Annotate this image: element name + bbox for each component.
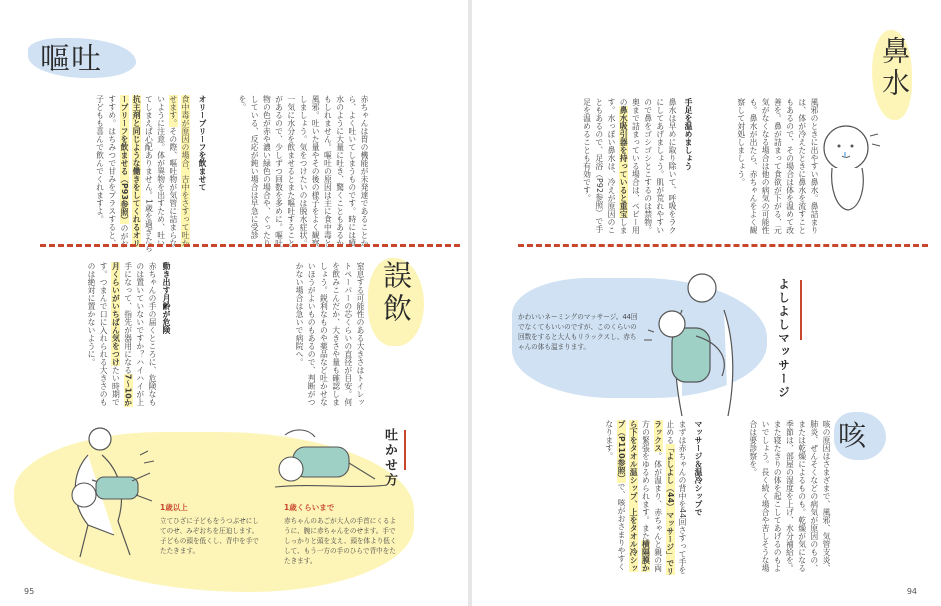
olive-highlight-1: 食中毒が原因の場合、吉中をさすって吐かせます。 xyxy=(168,95,190,247)
page-number-right: 94 xyxy=(906,587,917,596)
warm-body-post: します。水っぽい鼻水は、冷えが原因のこともあるので、足浴（P92参照）で手足を温めることも有効です。 xyxy=(582,98,629,234)
section-divider xyxy=(40,244,460,247)
warm-body-pre: 鼻水は早めに取り除いて、呼吸をラクにしてあげましょう。肌が荒れやすいので鼻をゴシゴシとこするのは禁物。奥まで詰まっている場合は、ベビー用の xyxy=(619,98,677,234)
olive-highlight-2: 抗主剤と同じような働きをしてくれるオリーブリーフを飲ませる（P93参照） xyxy=(119,95,142,247)
massage-heading: マッサージ＆温冷シップで xyxy=(694,420,703,516)
move-highlight: 7～10か月くらいがいちばん気をつけ xyxy=(111,262,133,407)
vomit-method-label: 吐かせ方 xyxy=(382,428,397,488)
move-heading: 動き出す月齢が危険 xyxy=(162,262,171,334)
massage-body xyxy=(532,420,688,578)
section-divider-right xyxy=(518,244,928,247)
caption2-text: 赤ちゃんのあごが大人の手首にくるように、腕に赤ちゃんをのせます。手でしっかりと頭を支え、頭を体より低くして、もう一方の手のひらで背中をたたきます。 xyxy=(284,517,397,565)
olive-body-mid: その際、嘔吐物が気管に詰まらないように注意。体が異物を出すため、吐いてしまえば心配ありません。1歳を過ぎたら xyxy=(144,95,178,253)
vomit-method-underline xyxy=(404,430,406,470)
illustration-knee xyxy=(40,425,180,565)
caption2-title: 1歳くらいまで xyxy=(284,503,335,512)
illustration-arm xyxy=(265,425,395,505)
page-title-misswallow: 誤飲 xyxy=(379,260,413,326)
cough-body: 咳の原因はさまざまで、風邪、気管支炎、肺炎、ぜんそくなどの病気が原因のもの、または乾燥によるものも。乾燥が気になる季節は、部屋の湿度を上げ、水分補給を。また寝たきりの体を起こしてあげるのもよいでしょう。長く続く場合や苦しそうな場合は要診察を。 xyxy=(748,420,831,572)
move-body-pre: 赤ちゃんの手の届くところに、危険なものは置いていないですか？ハイハイが上手になって、指先が器用になる xyxy=(123,262,157,406)
massage-body-post: で、咳がおさまりやすくなります。 xyxy=(604,420,626,571)
olive-body xyxy=(28,95,191,253)
page-number-left: 95 xyxy=(24,587,35,596)
vomit-body-text: 赤ちゃんは胃の機能が未発達であることから、よく吐いてしまうものです。時には噴水のように大量に吐き、驚くこともあるかもしれません。嘔吐の原因は主に食中毒と風邪。吐いた量やその後の様子をよく観察しましょう。気をつけたいのは脱水症状。一気に水分を飲ませるとまた嘔吐することがあるので、少しずつ回数を多めに。嘔吐物の色が赤や濃い緑色の場合や、ぐったりしている、反応が鈍い場合は早急に受診を。 xyxy=(237,95,369,247)
page-title-vomit: 嘔吐 xyxy=(40,42,102,77)
massage-highlight-2: 横隔膜から下をタオル温シップ、上をタオル冷シップ（P110参照） xyxy=(616,420,651,572)
massage-body-mid: 。体が温まり、赤ちゃんと親の両方の緊張をゆるめられます。また xyxy=(641,420,663,572)
olive-body-post: のがおすすめ。はちみつで甘みをプラスすると、子どもも喜んで飲んでくれますよ。 xyxy=(95,95,129,249)
caption1-text: 立てひざに子どもをうつぶせにしてのせ、みぞおちを圧迫します。子どもの頭を低くし、背中を手でたたきます。 xyxy=(160,517,259,555)
yoshiyoshi-caption: かわいいネーミングのマッサージ。44回でなくてもいいのですが、このくらいの回数をすると大人もリラックスし、赤ちゃんの体も温まります。 xyxy=(518,313,638,351)
warm-body xyxy=(520,98,678,238)
baby-face-illustration xyxy=(812,118,892,218)
move-body xyxy=(40,262,158,407)
massage-body-pre: まずは赤ちゃんの背中を44回さすって手を止める xyxy=(665,420,687,575)
misswallow-body: 窒息する可能性のある大きさはトイレットペーパーの芯くらいの直径が目安。何を飲みこんだか、大きさや量も確認しましょう。鋭利なものや薬品など吐かせないほうがよいものもあるので、判断がつかない場合は急いで病院へ。 xyxy=(294,262,365,406)
yoshiyoshi-underline xyxy=(800,280,802,340)
page-title-nose: 鼻水 xyxy=(878,36,911,100)
warm-highlight: 鼻水吸引器を持っていると重宝 xyxy=(619,106,629,218)
move-body-post: たい時期です。つまんで口に入れられる大きさのものは絶対に置かないように。 xyxy=(86,262,121,406)
left-page xyxy=(0,0,468,606)
olive-heading: オリーブリーフを飲ませて xyxy=(198,95,207,191)
page-title-cough: 咳 xyxy=(838,419,867,452)
mother-baby-illustration xyxy=(652,266,762,416)
caption1-title: 1歳以上 xyxy=(160,503,188,512)
warm-heading: 手足を温めましょう xyxy=(684,98,693,170)
right-page xyxy=(472,0,941,606)
nose-body: 風邪のときに出やすい鼻水。鼻詰まりは、体が冷えたときに鼻水を流すこともあるので、その場合は体を温めて改善を。鼻が詰まって食欲が下がる、元気がなくなる場合は他の病気の可能性も。鼻水が出たら、赤ちゃんをよく観察して対処しましょう。 xyxy=(736,98,819,234)
massage-highlight-1: 「よしよし（44）マッサージ」でリラックス xyxy=(653,420,675,576)
yoshiyoshi-title: よしよしマッサージ xyxy=(777,278,791,400)
